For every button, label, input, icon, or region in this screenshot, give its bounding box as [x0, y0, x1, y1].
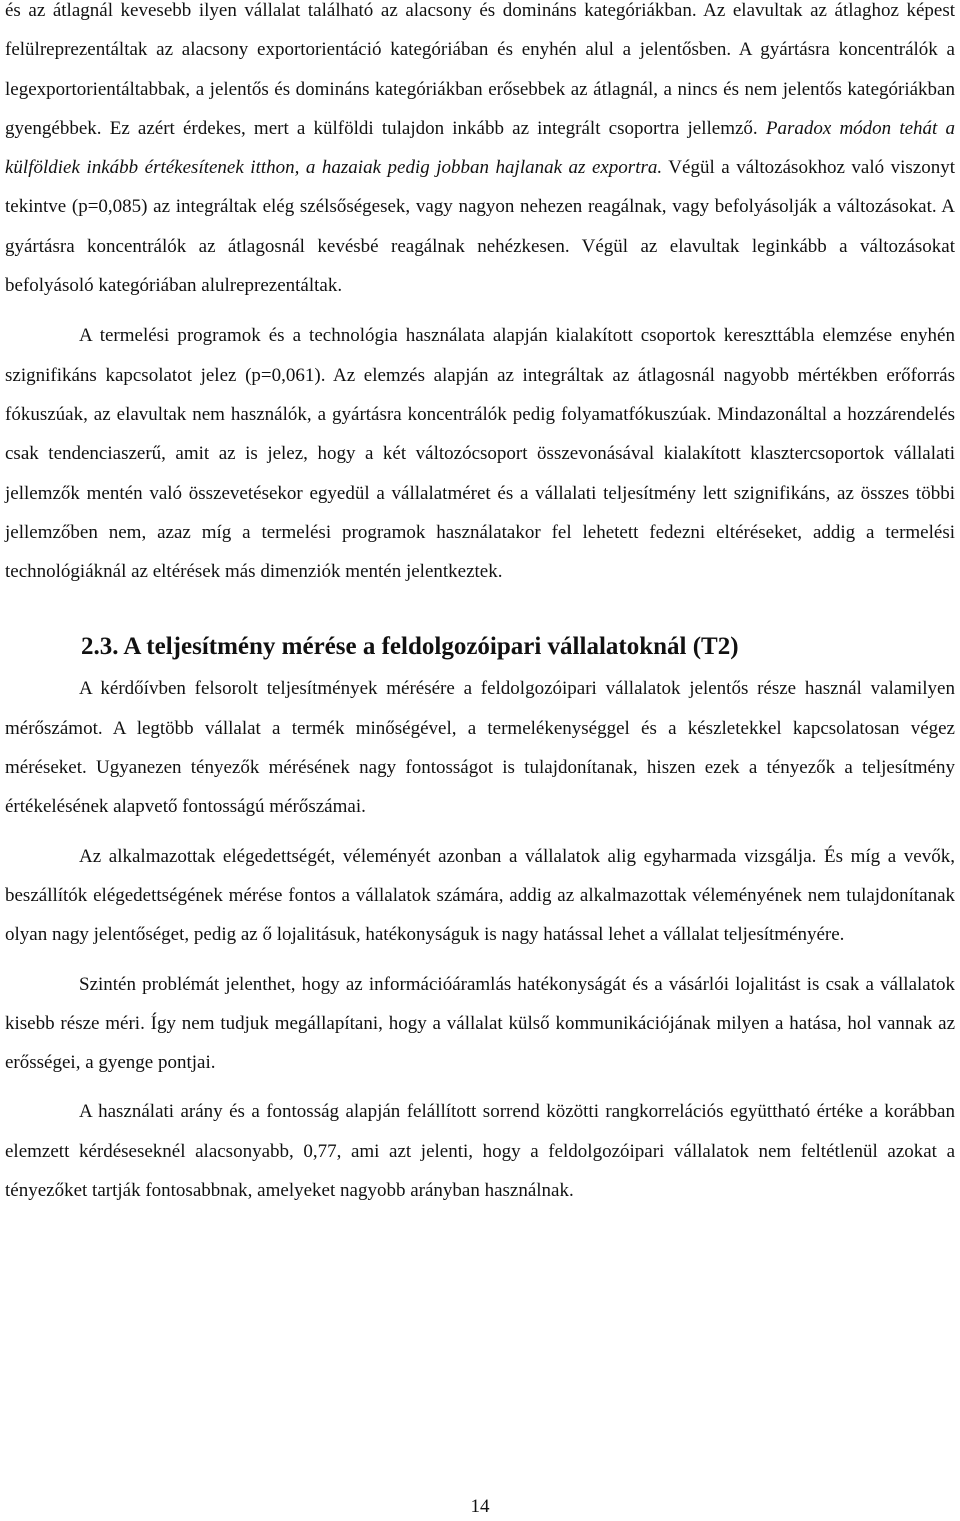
- paragraph-text: és az átlagnál kevesebb ilyen vállalat található az alacsony és domináns kategóriákban. Az elavultak az átlaghoz képest felülreprezentáltak az alacsony exportorientáció kategóriában és enyhén alul a jelentősben. A gyártásra koncentrálók a legexportorientáltabbak, a jelentős és domináns kategóriákban erősebbek az átlagnál, a nincs és nem jelentős kategóriákban gyengébbek. Ez azért érdekes, mert a külföldi tulajdon inkább az integrált csoportra jellemző.: [5, 0, 955, 139]
- paragraph-performance-measures: A kérdőívben felsorolt teljesítmények mérésére a feldolgozóipari vállalatok jelentős része használ valamilyen mérőszámot. A legtöbb vállalat a termék minőségével, a termelékenységgel és a készletekkel kapcsolatosan végez méréseket. Ugyanezen tényezők mérésének nagy fontosságot is tulajdonítanak, hiszen ezek a tényezők a teljesítmény értékelésének alapvető fontosságú mérőszámai.: [5, 678, 955, 818]
- document-page: [5, 0, 955, 1210]
- page-number: 14: [470, 1496, 490, 1517]
- paragraph-employee-satisfaction: Az alkalmazottak elégedettségét, véleményét azonban a vállalatok alig egyharmada vizsgálja. És míg a vevők, beszállítók elégedettségének mérése fontos a vállalatok számára, addig az alkalmazottak véleményének nem tulajdonítanak olyan nagy jelentőséget, pedig az ő lojalitásuk, hatékonyságuk is nagy hatással lehet a vállalat teljesítményére.: [5, 845, 955, 946]
- paragraph-text: Végül a változásokhoz való viszonyt tekintve (p=0,085) az integráltak elég szélsőségesek, vagy nagyon nehezen reagálnak, vagy befolyásolják a változásokat. A gyártásra koncentrálók az átlagosnál kevésbé reagálnak nehézkesen. Végül az elavultak leginkább a változásokat befolyásoló kategóriában alulreprezentáltak.: [5, 157, 955, 297]
- paragraph-rank-correlation: A használati arány és a fontosság alapján felállított sorrend közötti rangkorrelációs együttható értéke a korábban elemzett kérdéseseknél alacsonyabb, 0,77, ami azt jelenti, hogy a feldolgozóipari vállalatok nem feltétlenül azokat a tényezőket tartják fontosabbnak, amelyeket nagyobb arányban használnak.: [5, 1101, 955, 1202]
- paragraph-continuation: [5, 0, 955, 305]
- paragraph-production-programs: A termelési programok és a technológia használata alapján kialakított csoportok kereszttábla elemzése enyhén szignifikáns kapcsolatot jelez (p=0,061). Az elemzés alapján az integráltak az átlagosnál nagyobb mértékben erőforrás fókuszúak, az elavultak nem használók, a gyártásra koncentrálók pedig folyamatfókuszúak. Mindazonáltal a hozzárendelés csak tendenciaszerű, amit az is jelez, hogy a két változócsoport összevonásával kialakított klasztercsoportok vállalati jellemzők mentén való összevetésekor egyedül a vállalatméret és a vállalati teljesítmény lett szignifikáns, az összes többi jellemzőben nem, azaz míg a termelési programok használatakor fel lehetett fedezni eltéréseket, addig a termelési technológiáknál az eltérések más dimenziók mentén jelentkeztek.: [5, 325, 955, 583]
- italic-statement: Paradox módon tehát a külföldiek inkább értékesítenek itthon, a hazaiak pedig jobban hajlanak az exportra.: [5, 117, 955, 179]
- section-heading: 2.3. A teljesítmény mérése a feldolgozóipari vállalatoknál (T2): [81, 633, 739, 661]
- paragraph-information-flow: Szintén problémát jelenthet, hogy az információáramlás hatékonyságát és a vásárlói lojalitást is csak a vállalatok kisebb része méri. Így nem tudjuk megállapítani, hogy a vállalat külső kommunikációjának milyen a hatása, hol vannak az erősségei, a gyenge pontjai.: [5, 973, 955, 1074]
